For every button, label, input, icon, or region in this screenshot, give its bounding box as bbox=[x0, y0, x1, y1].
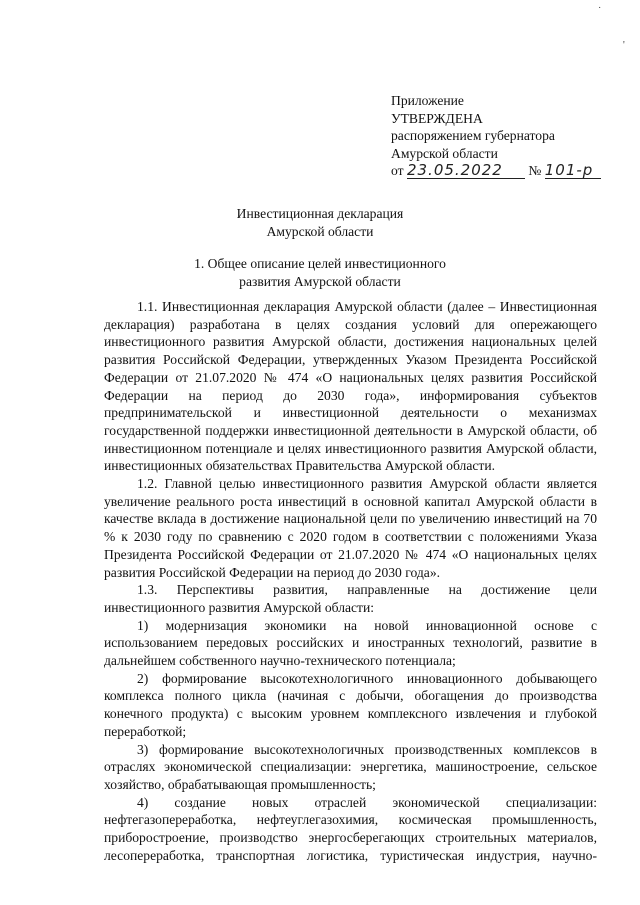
section-line: 1. Общее описание целей инвестиционного bbox=[194, 256, 446, 271]
paragraph: 1) модернизация экономики на новой инновационной основе с использованием передовых российских и иностранных технологий, развитие в дальнейшем собственного научно-технического потенциала; bbox=[104, 617, 597, 669]
section-heading bbox=[0, 255, 640, 290]
corner-mark: ˙ bbox=[598, 6, 602, 17]
paragraph: 4) создание новых отраслей экономической специализации: нефтегазопереработка, нефтеуглегазохимия, космическая промышленность, приборостроение, производство энергосберегающих строительных материалов, лесопереработка, транспортная логистика, туристическая индустрия, научно- bbox=[104, 794, 597, 863]
number-prefix: № bbox=[528, 163, 542, 178]
paragraph: 3) формирование высокотехнологичных производственных комплексов в отраслях экономической специализации: энергетика, машиностроение, сельское хозяйство, обрабатывающая промышленность; bbox=[104, 741, 597, 792]
paragraph: 1.2. Главной целью инвестиционного развития Амурской области является увеличение реального роста инвестиций в основной капитал Амурской области в качестве вклада в достижение национальной цели по увеличению инвестиций на 70 % к 2030 году по сравнению с 2020 годом в соответствии с положениями Указа Президента Российской Федерации от 21.07.2020 № 474 «О национальных целях развития Российской Федерации на период до 2030 года». bbox=[104, 476, 597, 580]
handwritten-date: 23.05.2022 bbox=[407, 163, 525, 179]
corner-mark: ' bbox=[623, 40, 625, 51]
approval-line: УТВЕРЖДЕНА bbox=[391, 110, 483, 126]
approval-line: Приложение bbox=[391, 93, 464, 108]
document-title bbox=[0, 205, 640, 240]
paragraph: 1.1. Инвестиционная декларация Амурской области (далее – Инвестиционная декларация) разработана в целях создания условий для опережающего инвестиционного развития Амурской области, достижения национальных целей развития Российской Федерации, утвержденных Указом Президента Российской Федерации от 21.07.2020 № 474 «О национальных целях развития Российской Федерации на период до 2030 года», информирования субъектов предпринимательской и инвестиционной деятельности о механизмах государственной поддержки инвестиционной деятельности в Амурской области, об инвестиционном потенциале и целях инвестиционного развития Амурской области, инвестиционных обязательствах Правительства Амурской области. bbox=[104, 299, 597, 474]
document-body bbox=[104, 298, 597, 865]
approval-line: распоряжением губернатора bbox=[391, 128, 555, 143]
approval-block bbox=[391, 92, 601, 180]
approval-date-line bbox=[391, 162, 601, 180]
date-prefix: от bbox=[391, 163, 404, 178]
handwritten-number: 101-р bbox=[545, 163, 601, 179]
section-line: развития Амурской области bbox=[239, 273, 401, 289]
paragraph: 2) формирование высокотехнологичного инновационного добывающего комплекса полного цикла (начиная с добычи, обогащения до производства конечного продукта) с высоким уровнем комплексного извлечения и глубокой переработкой; bbox=[104, 670, 597, 739]
approval-line: Амурской области bbox=[391, 145, 498, 161]
paragraph: 1.3. Перспективы развития, направленные на достижение цели инвестиционного развития Амурской области: bbox=[104, 582, 597, 615]
title-line: Инвестиционная декларация bbox=[236, 206, 404, 221]
title-line: Амурской области bbox=[266, 223, 374, 239]
